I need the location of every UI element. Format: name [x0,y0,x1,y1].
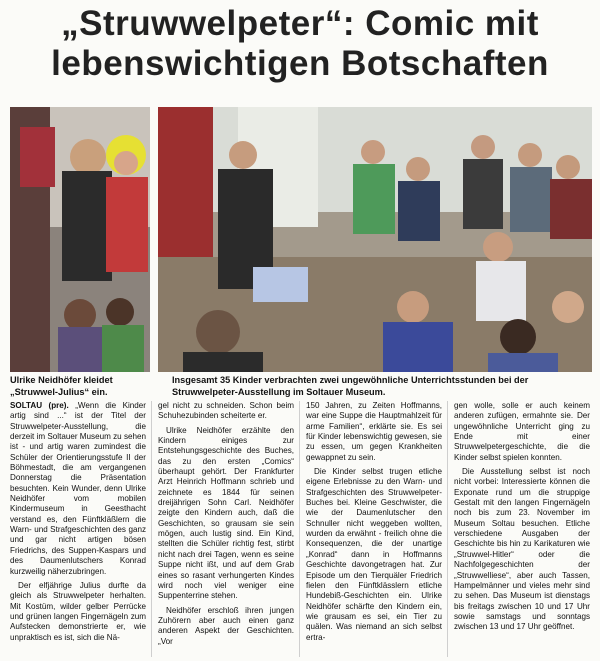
article-headline [0,4,600,84]
photo-left-image [10,107,150,372]
article-paragraph: 150 Jahren, zu Zeiten Hoffmanns, war eine Suppe die Hauptmahlzeit für arme Familien“, erklärte sie. Es sei für Kinder lebenswichtig gewesen, sie zu essen, um gegen Krankheiten gewappnet zu sein. [306,401,442,462]
caption-right-photo: Insgesamt 35 Kinder verbrachten zwei ungewöhnliche Unterrichtsstunden bei der Struwwelpeter-Ausstellung im Soltauer Museum. [172,375,529,397]
column-divider [151,401,152,657]
article-column-3 [306,401,442,659]
article-text: „Wenn die Kinder artig sind ...“ ist der Titel der Struwwelpeter-Ausstellung, die derzeit im Soltauer Museum zu sehen ist - und artig waren zumindest die Schüler der Orientierungsstufe II der Böhmestadt, die am vergangenen Donnerstag die Präsentation besuchten. Kein Wunder, denn Ulrike Neidhöfer vom mobilen Kindermuseum in Geesthacht verstand es, den Fünftkläßlern die Warn- und Strafgeschichten des ganz und gar nicht artigen bösen Friedrichs, des Suppen-Kaspars und des Daumenlutschers Konrad kurzweilig näherzubringen. [10,401,146,576]
article-column-4 [454,401,590,659]
photo-julius-costume [10,107,150,372]
photo-children-listening [158,107,592,372]
article-paragraph: gel nicht zu schneiden. Schon beim Schuhezubinden scheiterte er. [158,401,294,421]
article-paragraph: Ulrike Neidhöfer erzählte den Kindern einiges zur Entstehungsgeschichte des Buches, das zu den ersten „Comics“ überhaupt gehört. Der Frankfurter Arzt Heinrich Hoffmann schrieb und zeichnete es 1844 für seinen dreijährigen Sohn Carl. Neidhöfer zeigte den Kindern auch, daß die Geschichten, so grausam sie sein mögen, auch lustig sind. Ein Kind, stellten die Schüler richtig fest, stirbt nicht nach drei Tagen, wenn es seine Suppe nicht ißt, und auf dem Grab eines so rasant verhungerten Kindes wird noch viel weniger eine Suppenterrine stehen. [158,425,294,601]
column-divider [299,401,300,657]
headline-line-1: „Struwwelpeter“: Comic mit [61,4,539,43]
article-paragraph: Die Kinder selbst trugen etliche eigene Erlebnisse zu den Warn- und Strafgeschichten des Struwwelpeter-Buches bei. Kleine Geschwister, die wie der Daumenlutscher den Schnuller nicht weggeben wollten, wurden da erwähnt - freilich ohne die Konsequenzen, die der unartige „Konrad“ dann in Hoffmanns Geschichte davongetragen hat. Zur Episode um den Tierquäler Friedrich fielen den Fünftklässlern etliche Hundebiß-Geschichten ein. Ulrike Neidhöfer schärfte den Kindern ein, wie grausam es sei, ein Tier zu quälen. Was niemand an sich selbst ertra- [306,467,442,642]
caption-left-photo: Ulrike Neidhöfer kleidet „Struwwel-Julius“ ein. [10,375,113,397]
article-paragraph: Die Ausstellung selbst ist noch nicht vorbei: Interessierte können die Exponate rund um die struppige Gestalt mit den langen Fingernägeln noch bis zum 23. November im Museum Soltau besuchen. Etliche verschiedene Ausgaben der Geschichte bis hin zu Karikaturen wie „Struwwel-Hitler“ oder die Nachfolgegeschichten der „Struwwelliese“, aber auch Tassen, Hampelmänner und vieles mehr sind zu sehen. Das Museum ist dienstags bis freitags zwischen 10 und 17 Uhr sowie samstags und sonntags zwischen 13 und 17 Uhr geöffnet. [454,467,590,632]
headline-line-2: lebenswichtigen Botschaften [51,44,549,83]
column-divider [447,401,448,657]
article-paragraph [10,401,146,577]
article-paragraph: gen wolle, solle er auch keinem anderen zufügen, ermahnte sie. Der ungewöhnliche Unterricht ging zu Ende mit einer Struwwelpetergeschichte, die die Kinder selbst spielen konnten. [454,401,590,462]
article-column-2 [158,401,294,659]
article-paragraph: Neidhöfer erschloß ihren jungen Zuhörern aber auch einen ganz anderen Aspekt der Geschichten. „Vor [158,605,294,646]
article-dateline: SOLTAU (pre). [10,401,69,410]
article-paragraph: Der elfjährige Julius durfte da gleich als Struwwelpeter herhalten. Mit Kostüm, wilder gelber Perrücke und grünen langen Fingernägeln zum Aufstecken demonstrierte er, wie unpraktisch es ist, sich die Nä- [10,580,146,642]
photo-right-image [158,107,592,372]
article-column-1 [10,401,146,659]
